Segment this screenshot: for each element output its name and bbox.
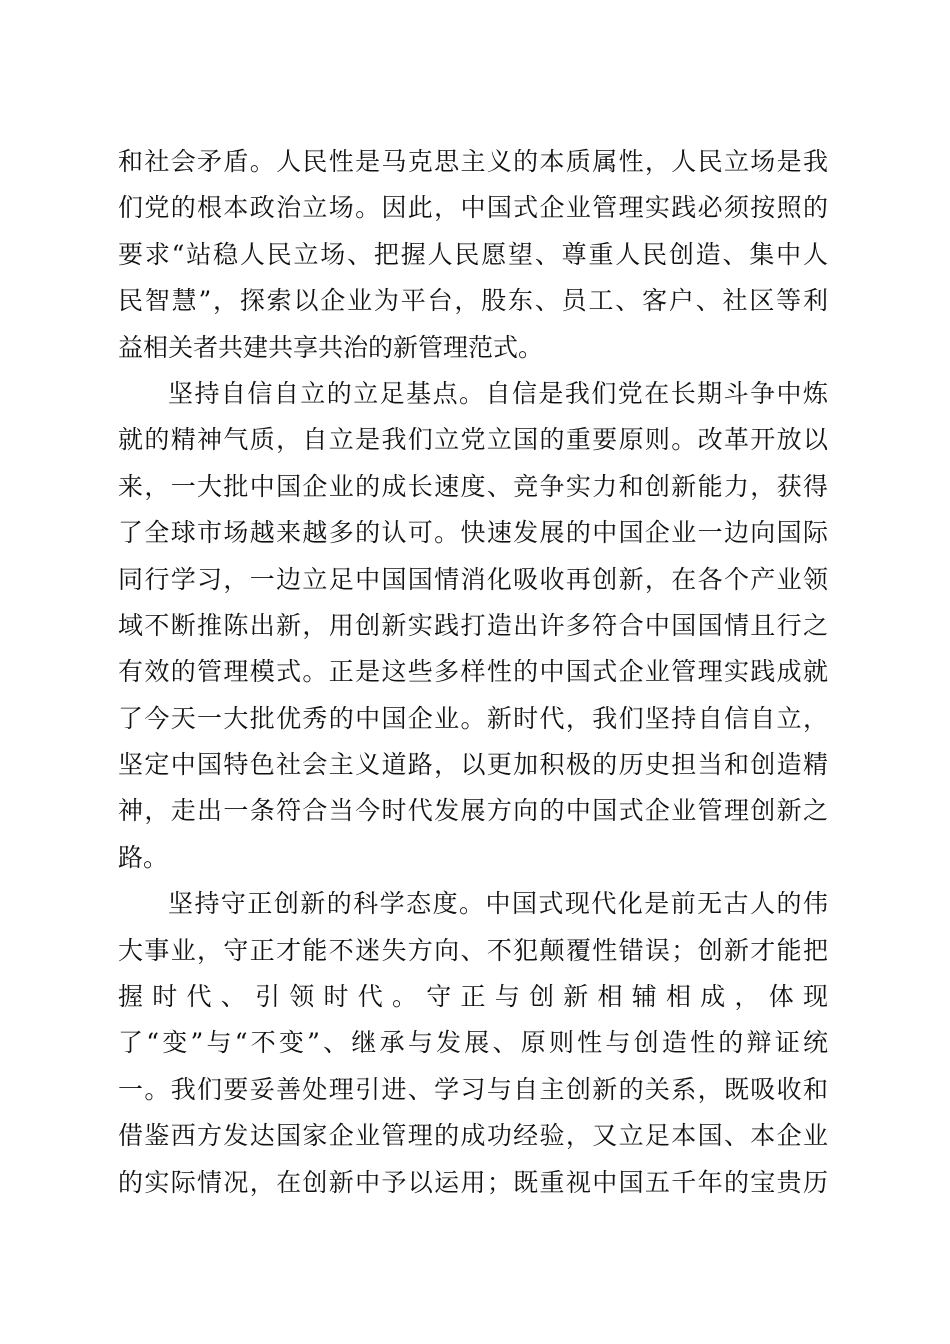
body-text (118, 139, 828, 1206)
text-line: 要求“站稳人民立场、把握人民愿望、尊重人民创造、集中人 (118, 239, 828, 269)
text-line: 了今天一大批优秀的中国企业。新时代，我们坚持自信自立， (118, 703, 828, 733)
text-line: 就的精神气质，自立是我们立党立国的重要原则。改革开放以 (118, 425, 828, 455)
text-line: 大事业，守正才能不迷失方向、不犯颠覆性错误；创新才能把 (118, 935, 828, 965)
text-line: 坚持守正创新的科学态度。中国式现代化是前无古人的伟 (168, 889, 828, 919)
text-line: 握时代、引领时代。守正与创新相辅相成，体现 (118, 982, 828, 1012)
text-line: 和社会矛盾。人民性是马克思主义的本质属性，人民立场是我 (118, 147, 828, 176)
text-line: 同行学习，一边立足中国国情消化吸收再创新，在各个产业领 (118, 564, 828, 594)
text-line: 了“变”与“不变”、继承与发展、原则性与创造性的辩证统 (118, 1028, 828, 1058)
text-line: 们党的根本政治立场。因此，中国式企业管理实践必须按照的 (118, 193, 828, 223)
text-line: 一。我们要妥善处理引进、学习与自主创新的关系，既吸收和 (118, 1074, 828, 1104)
text-line: 来，一大批中国企业的成长速度、竞争实力和创新能力，获得 (118, 471, 828, 501)
text-line: 坚持自信自立的立足基点。自信是我们党在长期斗争中炼 (168, 378, 828, 408)
text-line: 的实际情况，在创新中予以运用；既重视中国五千年的宝贵历 (118, 1167, 828, 1197)
text-line: 借鉴西方发达国家企业管理的成功经验，又立足本国、本企业 (118, 1121, 828, 1151)
text-line: 域不断推陈出新，用创新实践打造出许多符合中国国情且行之 (118, 610, 828, 640)
text-line: 坚定中国特色社会主义道路，以更加积极的历史担当和创造精 (118, 750, 828, 780)
text-line: 神，走出一条符合当今时代发展方向的中国式企业管理创新之 (118, 796, 828, 826)
text-line: 益相关者共建共享共治的新管理范式。 (118, 332, 544, 362)
text-line: 路。 (118, 842, 169, 872)
text-line: 有效的管理模式。正是这些多样性的中国式企业管理实践成就 (118, 657, 828, 687)
text-line: 民智慧”，探索以企业为平台，股东、员工、客户、社区等利 (118, 286, 828, 316)
text-line: 了全球市场越来越多的认可。快速发展的中国企业一边向国际 (118, 518, 828, 548)
